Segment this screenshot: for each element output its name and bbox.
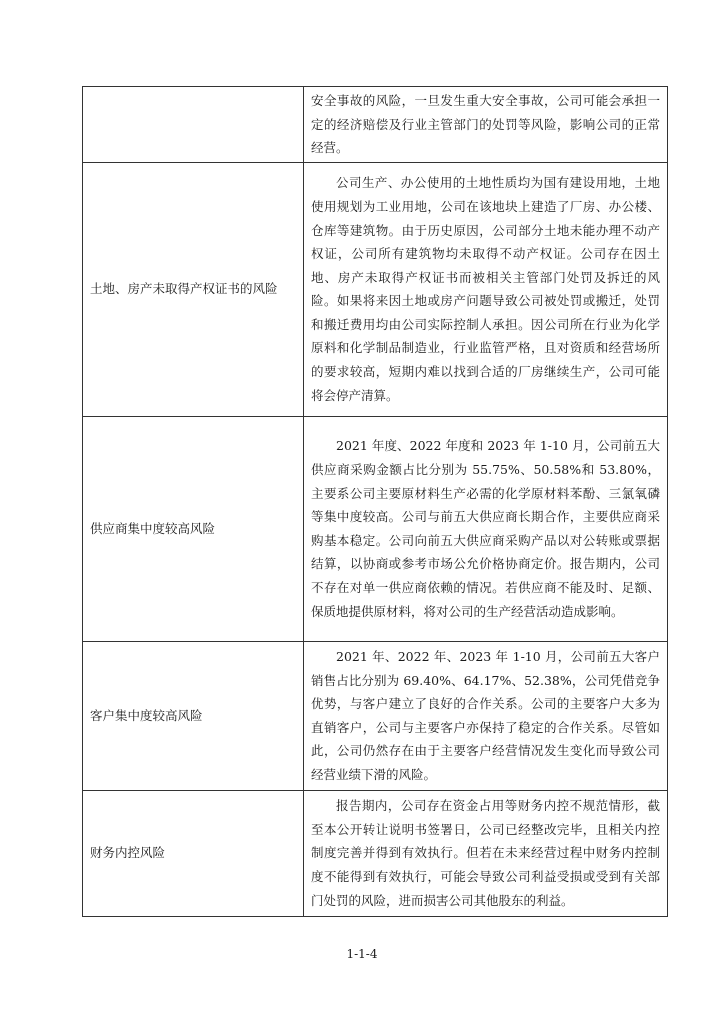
page-number: 1-1-4	[346, 947, 378, 961]
risk-description-cell	[304, 416, 668, 641]
risk-description: 2021 年度、2022 年度和 2023 年 1-10 月，公司前五大供应商采购金额占比分别为 55.75%、50.58%和 53.80%，主要系公司主要原材料生产必需的化学原材料苯酚、三氯氧磷等集中度较高。公司与前五大供应商长期合作，主要供应商采购基本稳定。公司向前五大供应商采购产品以对公转账或票据结算，以协商或参考市场公允价格协商定价。报告期内，公司不存在对单一供应商依赖的情况。若供应商不能及时、足额、保质地提供原材料，将对公司的生产经营活动造成影响。	[311, 438, 660, 619]
risk-name-cell	[83, 87, 304, 163]
risk-description: 公司生产、办公使用的土地性质均为国有建设用地，土地使用规划为工业用地，公司在该地块上建造了厂房、办公楼、仓库等建筑物。由于历史原因，公司部分土地未能办理不动产权证，公司所有建筑物均未取得不动产权证。公司存在因土地、房产未取得产权证书而被相关主管部门处罚及拆迁的风险。如果将来因土地或房产问题导致公司被处罚或搬迁，处罚和搬迁费用均由公司实际控制人承担。因公司所在行业为化学原料和化学制品制造业，行业监管严格，且对资质和经营场所的要求较高，短期内难以找到合适的厂房继续生产，公司可能将会停产清算。	[311, 175, 660, 403]
risk-name-cell: 客户集中度较高风险	[83, 641, 304, 790]
risk-description-cell	[304, 87, 668, 163]
table-row	[83, 641, 668, 790]
table-row	[83, 87, 668, 163]
table-row	[83, 416, 668, 641]
risk-name-cell: 供应商集中度较高风险	[83, 416, 304, 641]
risk-description-cell	[304, 641, 668, 790]
table-row	[83, 790, 668, 916]
table-row	[83, 162, 668, 416]
risk-description: 2021 年、2022 年、2023 年 1-10 月，公司前五大客户销售占比分别为 69.40%、64.17%、52.38%，公司凭借竞争优势，与客户建立了良好的合作关系。公司的主要客户大多为直销客户，公司与主要客户亦保持了稳定的合作关系。尽管如此，公司仍然存在由于主要客户经营情况发生变化而导致公司经营业绩下滑的风险。	[311, 649, 660, 782]
risk-name-cell: 土地、房产未取得产权证书的风险	[83, 162, 304, 416]
risk-description: 报告期内，公司存在资金占用等财务内控不规范情形，截至本公开转让说明书签署日，公司已经整改完毕，且相关内控制度完善并得到有效执行。但若在未来经营过程中财务内控制度不能得到有效执行，可能会导致公司利益受损或受到有关部门处罚的风险，进而损害公司其他股东的利益。	[311, 798, 660, 908]
risk-description: 安全事故的风险，一旦发生重大安全事故，公司可能会承担一定的经济赔偿及行业主管部门的处罚等风险，影响公司的正常经营。	[311, 93, 660, 156]
risk-description-cell	[304, 790, 668, 916]
risk-table	[82, 86, 668, 917]
risk-description-cell	[304, 162, 668, 416]
risk-name-cell: 财务内控风险	[83, 790, 304, 916]
